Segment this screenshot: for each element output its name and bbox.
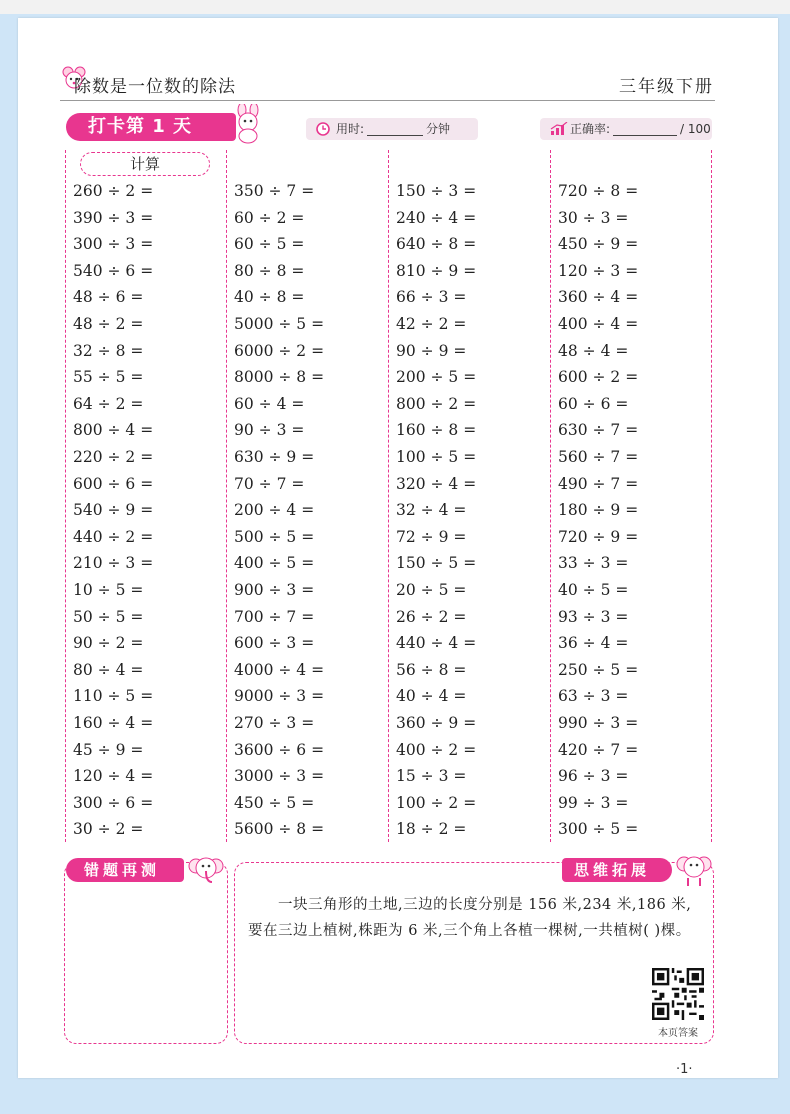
- division-problem: 220 ÷ 2 =: [73, 448, 154, 466]
- division-problem: 90 ÷ 9 =: [396, 341, 467, 360]
- division-problem: 32 ÷ 4 =: [396, 501, 467, 520]
- division-problem: 80 ÷ 8 =: [234, 261, 305, 280]
- division-problem: 360 ÷ 9 =: [396, 714, 477, 732]
- division-problem: 50 ÷ 5 =: [73, 607, 144, 626]
- division-problem: 200 ÷ 4 =: [234, 501, 315, 520]
- division-problem: 240 ÷ 4 =: [396, 208, 477, 227]
- division-problem: 540 ÷ 9 =: [73, 501, 154, 520]
- division-problem: 10 ÷ 5 =: [73, 581, 144, 599]
- accuracy-blank[interactable]: [613, 123, 677, 136]
- division-problem: 3000 ÷ 3 =: [234, 767, 325, 786]
- division-problem: 260 ÷ 2 =: [73, 182, 154, 200]
- column-divider: [226, 150, 227, 842]
- accuracy-label: 正确率:: [570, 122, 611, 136]
- division-problem: 360 ÷ 4 =: [558, 288, 639, 307]
- column-divider: [388, 150, 389, 842]
- division-problem: 8000 ÷ 8 =: [234, 368, 325, 387]
- division-problem: 630 ÷ 9 =: [234, 448, 315, 466]
- division-problem: 990 ÷ 3 =: [558, 714, 639, 732]
- division-problem: 45 ÷ 9 =: [73, 740, 144, 759]
- division-problem: 250 ÷ 5 =: [558, 660, 639, 679]
- division-problem: 40 ÷ 8 =: [234, 288, 305, 307]
- division-problem: 800 ÷ 2 =: [396, 394, 477, 413]
- elephant-icon: [188, 852, 224, 888]
- thinking-label: 思维拓展: [562, 858, 672, 882]
- division-problem: 400 ÷ 4 =: [558, 315, 639, 333]
- division-problem: 350 ÷ 7 =: [234, 182, 315, 200]
- division-problem: 210 ÷ 3 =: [73, 554, 154, 573]
- division-problem: 56 ÷ 8 =: [396, 660, 467, 679]
- elephant-icon: [676, 852, 712, 888]
- division-problem: 48 ÷ 4 =: [558, 341, 629, 360]
- division-problem: 420 ÷ 7 =: [558, 740, 639, 759]
- thinking-question: 一块三角形的土地,三边的长度分别是 156 米,234 米,186 米,要在三边上植树,株距为 6 米,三个角上各植一棵树,一共植树( )棵。: [248, 897, 692, 939]
- clock-icon: [316, 122, 330, 136]
- accuracy-field[interactable]: [540, 118, 712, 140]
- top-strip: [0, 0, 790, 14]
- division-problem: 15 ÷ 3 =: [396, 767, 467, 786]
- time-unit: 分钟: [426, 122, 451, 136]
- division-problem: 200 ÷ 5 =: [396, 368, 477, 387]
- accuracy-total: / 100: [680, 122, 711, 136]
- division-problem: 150 ÷ 3 =: [396, 182, 477, 200]
- division-problem: 40 ÷ 5 =: [558, 581, 629, 599]
- header-divider: [60, 100, 715, 101]
- division-problem: 600 ÷ 2 =: [558, 368, 639, 387]
- division-problem: 60 ÷ 5 =: [234, 235, 305, 254]
- division-problem: 5600 ÷ 8 =: [234, 820, 325, 839]
- chart-icon: [550, 122, 568, 136]
- division-problem: 80 ÷ 4 =: [73, 660, 144, 679]
- division-problem: 5000 ÷ 5 =: [234, 315, 325, 333]
- division-problem: 720 ÷ 8 =: [558, 182, 639, 200]
- division-problem: 55 ÷ 5 =: [73, 368, 144, 387]
- division-problem: 270 ÷ 3 =: [234, 714, 315, 732]
- division-problem: 93 ÷ 3 =: [558, 607, 629, 626]
- thinking-box: [234, 862, 714, 1044]
- division-problem: 99 ÷ 3 =: [558, 793, 629, 812]
- division-problem: 450 ÷ 5 =: [234, 793, 315, 812]
- division-problem: 20 ÷ 5 =: [396, 581, 467, 599]
- division-problem: 300 ÷ 5 =: [558, 820, 639, 839]
- time-blank[interactable]: [367, 123, 423, 136]
- division-problem: 32 ÷ 8 =: [73, 341, 144, 360]
- division-problem: 450 ÷ 9 =: [558, 235, 639, 254]
- division-problem: 160 ÷ 8 =: [396, 421, 477, 440]
- page-number: ·1·: [676, 1062, 693, 1077]
- division-problem: 120 ÷ 3 =: [558, 261, 639, 280]
- division-problem: 64 ÷ 2 =: [73, 394, 144, 413]
- division-problem: 390 ÷ 3 =: [73, 208, 154, 227]
- division-problem: 720 ÷ 9 =: [558, 527, 639, 546]
- division-problem: 810 ÷ 9 =: [396, 261, 477, 280]
- division-problem: 500 ÷ 5 =: [234, 527, 315, 546]
- division-problem: 300 ÷ 3 =: [73, 235, 154, 254]
- division-problem: 640 ÷ 8 =: [396, 235, 477, 254]
- division-problem: 120 ÷ 4 =: [73, 767, 154, 786]
- division-problem: 42 ÷ 2 =: [396, 315, 467, 333]
- review-label: 错题再测: [66, 858, 184, 882]
- column-divider: [711, 150, 712, 842]
- division-problem: 4000 ÷ 4 =: [234, 660, 325, 679]
- division-problem: 60 ÷ 4 =: [234, 394, 305, 413]
- division-problem: 30 ÷ 3 =: [558, 208, 629, 227]
- day-banner: 打卡第 1 天: [66, 113, 236, 141]
- review-box[interactable]: [64, 862, 228, 1044]
- division-problem: 400 ÷ 5 =: [234, 554, 315, 573]
- division-problem: 440 ÷ 2 =: [73, 527, 154, 546]
- division-problem: 33 ÷ 3 =: [558, 554, 629, 573]
- division-problem: 560 ÷ 7 =: [558, 448, 639, 466]
- division-problem: 800 ÷ 4 =: [73, 421, 154, 440]
- division-problem: 60 ÷ 6 =: [558, 394, 629, 413]
- division-problem: 48 ÷ 2 =: [73, 315, 144, 333]
- qr-code-icon[interactable]: [652, 968, 704, 1020]
- column-divider: [65, 150, 66, 842]
- division-problem: 900 ÷ 3 =: [234, 581, 315, 599]
- division-problem: 66 ÷ 3 =: [396, 288, 467, 307]
- qr-label: 本页答案: [658, 1028, 698, 1039]
- division-problem: 400 ÷ 2 =: [396, 740, 477, 759]
- division-problem: 150 ÷ 5 =: [396, 554, 477, 573]
- division-problem: 48 ÷ 6 =: [73, 288, 144, 307]
- division-problem: 9000 ÷ 3 =: [234, 687, 325, 706]
- division-problem: 72 ÷ 9 =: [396, 527, 467, 546]
- division-problem: 100 ÷ 5 =: [396, 448, 477, 466]
- division-problem: 540 ÷ 6 =: [73, 261, 154, 280]
- division-problem: 90 ÷ 3 =: [234, 421, 305, 440]
- kangaroo-icon: [230, 104, 268, 144]
- division-problem: 110 ÷ 5 =: [73, 687, 154, 706]
- division-problem: 600 ÷ 3 =: [234, 634, 315, 653]
- division-problem: 36 ÷ 4 =: [558, 634, 629, 653]
- division-problem: 6000 ÷ 2 =: [234, 341, 325, 360]
- time-label: 用时:: [336, 122, 365, 136]
- division-problem: 630 ÷ 7 =: [558, 421, 639, 440]
- division-problem: 320 ÷ 4 =: [396, 474, 477, 493]
- division-problem: 60 ÷ 2 =: [234, 208, 305, 227]
- division-problem: 490 ÷ 7 =: [558, 474, 639, 493]
- division-problem: 70 ÷ 7 =: [234, 474, 305, 493]
- division-problem: 440 ÷ 4 =: [396, 634, 477, 653]
- division-problem: 26 ÷ 2 =: [396, 607, 467, 626]
- division-problem: 63 ÷ 3 =: [558, 687, 629, 706]
- division-problem: 180 ÷ 9 =: [558, 501, 639, 520]
- division-problem: 18 ÷ 2 =: [396, 820, 467, 839]
- page-title: 除数是一位数的除法: [74, 77, 236, 97]
- time-field[interactable]: [306, 118, 478, 140]
- division-problem: 30 ÷ 2 =: [73, 820, 144, 839]
- division-problem: 96 ÷ 3 =: [558, 767, 629, 786]
- division-problem: 40 ÷ 4 =: [396, 687, 467, 706]
- division-problem: 90 ÷ 2 =: [73, 634, 144, 653]
- division-problem: 3600 ÷ 6 =: [234, 740, 325, 759]
- calc-section-label: 计算: [80, 152, 210, 176]
- division-problem: 600 ÷ 6 =: [73, 474, 154, 493]
- division-problem: 300 ÷ 6 =: [73, 793, 154, 812]
- division-problem: 100 ÷ 2 =: [396, 793, 477, 812]
- division-problem: 700 ÷ 7 =: [234, 607, 315, 626]
- grade-label: 三年级下册: [619, 77, 714, 97]
- division-problem: 160 ÷ 4 =: [73, 714, 154, 732]
- column-divider: [550, 150, 551, 842]
